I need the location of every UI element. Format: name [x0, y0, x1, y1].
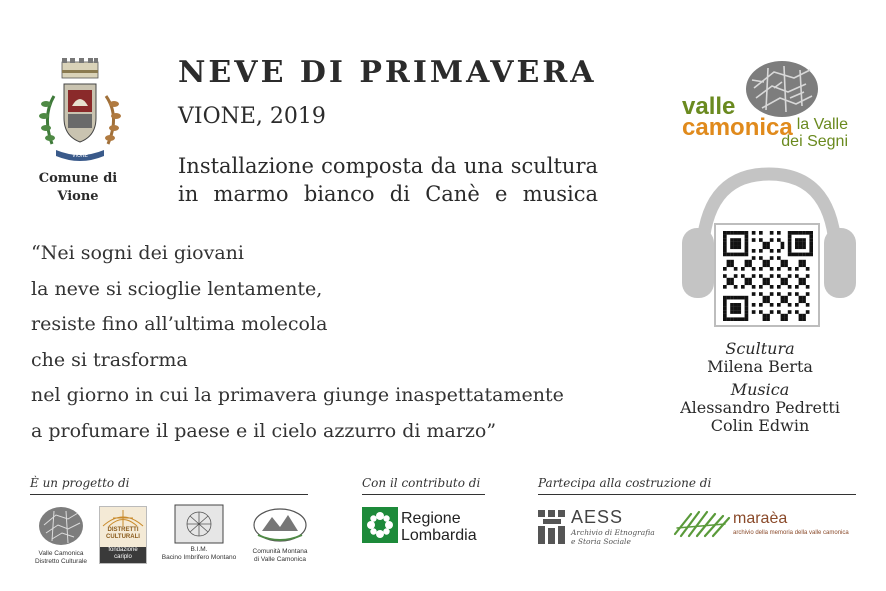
regione-lombardia-rose-icon — [362, 507, 398, 543]
aess-sub-line2: e Storia Sociale — [571, 537, 631, 546]
brand-tag-line2: dei Segni — [781, 133, 848, 150]
comunita-montana-emblem-icon — [252, 505, 308, 545]
distretti-text — [100, 527, 146, 541]
page-title: NEVE DI PRIMAVERA — [178, 55, 597, 90]
project-divider — [30, 494, 308, 495]
maraea-name: maraèa — [733, 510, 788, 527]
poem — [31, 236, 564, 449]
distretti-culturali-logo — [99, 506, 147, 564]
comune-name — [30, 170, 126, 206]
vc-caption-line2: Distretto Culturale — [34, 558, 88, 565]
brand-word-camonica: camonica — [682, 114, 793, 141]
comune-coat-of-arms — [34, 56, 126, 166]
poem-line: “Nei sogni dei giovani — [31, 242, 244, 264]
project-label: È un progetto di — [30, 476, 130, 490]
bim-caption — [160, 546, 238, 562]
maraea-brush-icon — [673, 506, 731, 538]
valle-camonica-logo — [682, 93, 793, 141]
partecipa-divider — [538, 494, 856, 495]
brand-tagline — [778, 116, 848, 150]
poem-line: a profumare il paese e il cielo azzurro di marzo” — [31, 419, 497, 442]
poem-line: la neve si scioglie lentamente, — [31, 277, 323, 300]
page-subtitle: VIONE, 2019 — [178, 104, 326, 129]
brand-word-valle: valle — [682, 93, 736, 120]
distretti-line1: DISTRETTI — [107, 527, 139, 533]
description-line: in marmo bianco di Canè e musica — [178, 182, 598, 206]
brand-tag-line1: la Valle — [796, 116, 848, 133]
credits — [680, 340, 840, 435]
poem-line: resiste fino all’ultima molecola — [31, 313, 328, 335]
poem-line: nel giorno in cui la primavera giunge inaspettatamente — [31, 384, 564, 406]
musician-name: Alessandro Pedretti — [680, 398, 840, 417]
sculptor-name: Milena Berta — [707, 357, 813, 376]
partecipa-label: Partecipa alla costruzione di — [538, 476, 712, 490]
cariplo-line2: cariplo — [114, 554, 132, 560]
distretti-line2: CULTURALI — [106, 534, 140, 540]
vc-caption-line1: Valle Camonica — [38, 550, 84, 557]
aess-subtitle — [571, 528, 655, 546]
regione-lombardia-logo — [401, 510, 477, 544]
installation-description — [178, 152, 598, 208]
aess-sub-line1: Archivio di Etnografia — [571, 528, 655, 537]
lombardia-line1: Regione — [401, 510, 461, 527]
bim-line1: B.I.M. — [190, 546, 208, 553]
musician-name: Colin Edwin — [710, 416, 810, 435]
description-line: Installazione composta da una scultura — [178, 154, 598, 178]
lombardia-line2: Lombardia — [401, 527, 477, 544]
comune-line1: Comune di — [38, 171, 118, 186]
music-role: Musica — [730, 380, 790, 399]
comune-scroll-text: VIONE — [72, 153, 88, 159]
maraea-subtitle: archivio della memoria della valle camonica — [733, 530, 849, 536]
bim-emblem-icon — [174, 504, 224, 544]
vc-distretto-caption — [24, 550, 98, 566]
comunita-montana-caption — [244, 548, 316, 564]
distretti-grid-icon — [101, 508, 145, 528]
qr-code-frame[interactable] — [714, 223, 820, 327]
aess-emblem-icon — [537, 508, 567, 546]
aess-name: AESS — [571, 507, 624, 527]
poem-line: che si trasforma — [31, 348, 188, 371]
cm-line1: Comunità Montana — [252, 548, 308, 555]
comune-line2: Vione — [57, 189, 99, 204]
contrib-divider — [362, 494, 485, 495]
cm-line2: di Valle Camonica — [254, 556, 306, 563]
contrib-label: Con il contributo di — [362, 476, 481, 490]
bim-line2: Bacino Imbrifero Montano — [161, 554, 237, 561]
cariplo-band — [100, 547, 146, 563]
cariplo-line1: fondazione — [108, 547, 138, 553]
qr-code — [723, 231, 813, 321]
vc-distretto-stone-icon — [38, 505, 84, 547]
sculpture-role: Scultura — [725, 339, 795, 358]
